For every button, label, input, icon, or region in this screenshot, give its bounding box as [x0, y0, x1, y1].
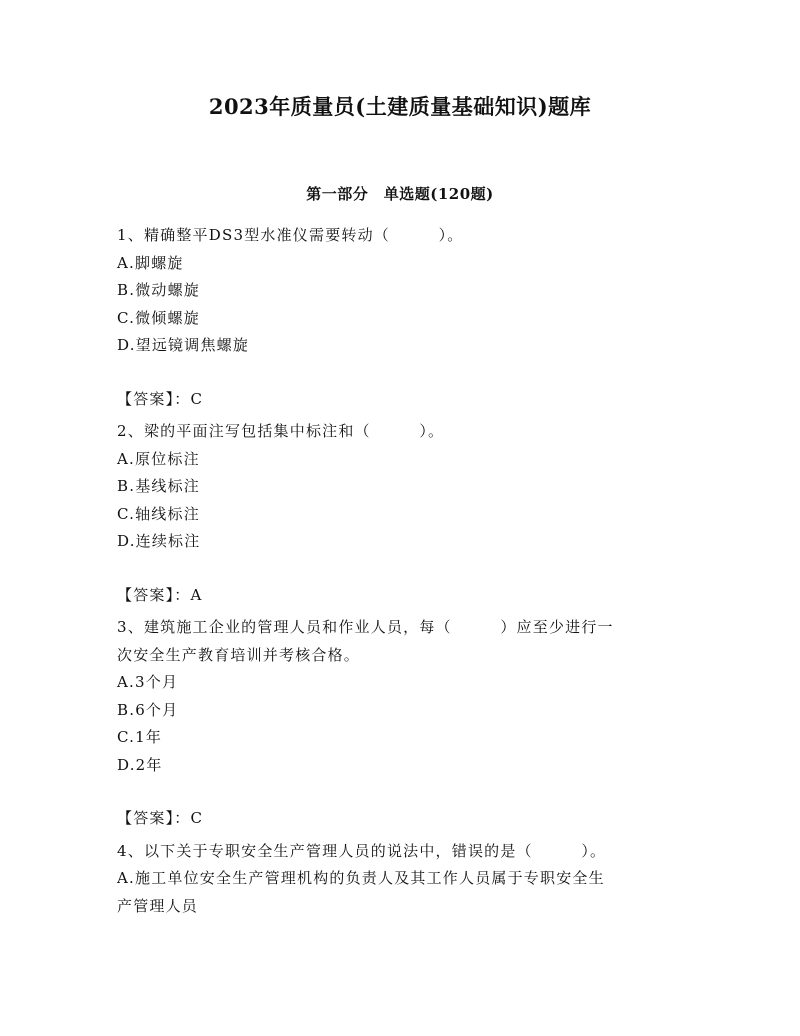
question-stem-line-1: 3、建筑施工企业的管理人员和作业人员，每（ ）应至少进行一 [117, 618, 614, 636]
section-heading: 第一部分 单选题(120题) [306, 185, 494, 203]
answer-label: 【答案】：A [117, 585, 203, 604]
option-a-line-1: A.施工单位安全生产管理机构的负责人及其工作人员属于专职安全生 [117, 869, 605, 887]
option-d: D.2年 [117, 755, 163, 774]
option-c: C.1年 [117, 728, 163, 746]
question-2 [117, 418, 687, 609]
option-c: C.微倾螺旋 [117, 308, 200, 327]
option-d: D.连续标注 [117, 532, 201, 550]
option-b: B.微动螺旋 [117, 281, 200, 299]
option-b: B.6个月 [117, 700, 179, 719]
question-4 [117, 838, 687, 921]
question-3 [117, 614, 687, 833]
option-a-line-2: 产管理人员 [117, 896, 199, 915]
option-a: A.原位标注 [117, 449, 200, 468]
option-a: A.脚螺旋 [117, 253, 184, 272]
option-b: B.基线标注 [117, 477, 200, 495]
answer-label: 【答案】：C [117, 389, 204, 408]
option-a: A.3个月 [117, 673, 179, 691]
document-title: 2023年质量员(土建质量基础知识)题库 [208, 94, 592, 119]
question-1 [117, 222, 687, 413]
question-stem: 2、梁的平面注写包括集中标注和（ ）。 [117, 422, 445, 440]
option-c: C.轴线标注 [117, 504, 200, 523]
question-list [117, 222, 687, 920]
question-stem-line-2: 次安全生产教育培训并考核合格。 [117, 645, 361, 664]
question-stem: 4、以下关于专职安全生产管理人员的说法中，错误的是（ ）。 [117, 841, 607, 860]
question-stem: 1、精确整平DS3型水准仪需要转动（ ）。 [117, 226, 464, 244]
answer-label: 【答案】：C [117, 809, 204, 827]
option-d: D.望远镜调焦螺旋 [117, 336, 250, 354]
